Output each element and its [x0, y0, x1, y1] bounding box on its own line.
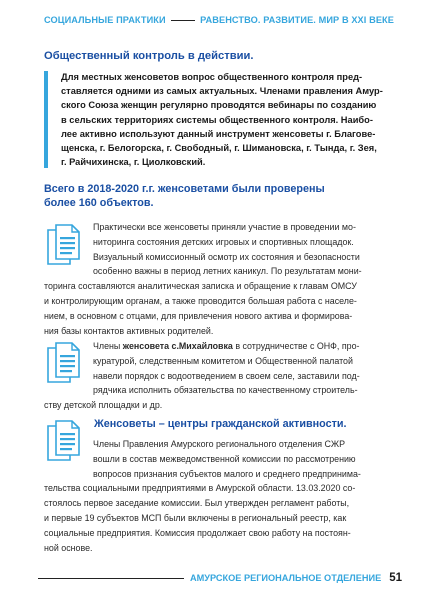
text-line: Для местных женсоветов вопрос общественного контроля пред- [61, 72, 363, 82]
text-line: торинга составляются аналитическая записка и обращение к главам ОМСУ [44, 281, 357, 292]
text-line: в сельских территориях системы общественного контроля. Наибо- [61, 114, 373, 125]
text-line: и первые 19 субъектов МСП были включены в региональный реестр, как [44, 512, 347, 523]
section-heading-inspections [44, 182, 344, 210]
text-line: и контролирующим органам, а также проводится большая работа с населе- [44, 295, 357, 306]
text-line: нием, в основном с отцами, для привлечения нового актива и формирова- [44, 310, 353, 321]
text-line: куратурой, следственным комитетом и Общественной палатой [93, 355, 353, 366]
section-heading-public-control: Общественный контроль в действии. [44, 50, 254, 62]
text-line: Практически все женсоветы приняли участие в проведении мо- [93, 222, 356, 232]
heading-line: более 160 объектов. [44, 197, 154, 209]
quote-accent-bar [44, 71, 48, 168]
paragraph-mikhailovka [44, 339, 399, 413]
text-line: ского Союза женщин регулярно проводятся вебинары по созданию [61, 100, 377, 111]
footer-organization-label: АМУРСКОЕ РЕГИОНАЛЬНОЕ ОТДЕЛЕНИЕ [189, 573, 382, 583]
paragraph-commission [44, 437, 399, 555]
text-line: тельства социальными предприятиями в Амурской области. 13.03.2020 со- [44, 483, 356, 494]
text-fragment: Члены [93, 341, 123, 351]
text-fragment: в сотрудничестве с ОНФ, про- [232, 341, 360, 351]
text-line: ниторинга состояния детских игровых и спортивных площадок. [93, 236, 354, 247]
text-line: лее активно используют данный инструмент женсоветы г. Благове- [61, 128, 376, 139]
text-line: ния базы контактов активных родителей. [44, 325, 214, 336]
footer-divider [38, 578, 184, 579]
text-line: Визуальный комиссионный осмотр их состояния и безопасности [93, 251, 360, 262]
text-line: Члены Правления Амурского регионального отделения СЖР [93, 439, 345, 449]
header-book-title: РАВЕНСТВО. РАЗВИТИЕ. МИР В XXI ВЕКЕ [200, 15, 394, 25]
text-line: щенска, г. Белогорска, г. Свободный, г. Шимановска, г. Тында, г. Зея, [61, 143, 377, 154]
text-line [44, 339, 399, 354]
paragraph-monitoring [44, 220, 399, 338]
heading-line: Всего в 2018-2020 г.г. женсоветами были проверены [44, 183, 325, 195]
running-footer [38, 570, 402, 586]
text-line: вопросов признания субъектов малого и среднего предпринима- [93, 468, 361, 479]
text-line: навели порядок с водоотведением в своем селе, заставили под- [93, 370, 360, 381]
emphasized-text: женсовета с.Михайловка [122, 341, 233, 351]
text-line: рядчика исполнить обязательства по качественному строитель- [93, 385, 358, 396]
header-divider [171, 20, 195, 21]
highlighted-paragraph [61, 70, 398, 169]
text-line: ной основе. [44, 542, 93, 553]
text-line: стоялось первое заседание комиссии. Был утвержден регламент работы, [44, 498, 350, 509]
page-number: 51 [389, 572, 402, 584]
section-heading-civic-activity: Женсоветы – центры гражданской активности. [94, 418, 347, 430]
running-header [44, 12, 394, 28]
text-line: г. Райчихинска, г. Циолковский. [61, 157, 206, 168]
text-line: ставляется одними из самых актуальных. Членами правления Амур- [61, 86, 383, 97]
text-line: вошли в состав межведомственной комиссии по рассмотрению [93, 453, 356, 464]
text-line: особенно важны в период летних каникул. По результатам мони- [93, 266, 362, 277]
text-line: ству детской площадки и др. [44, 400, 163, 411]
header-section-label: СОЦИАЛЬНЫЕ ПРАКТИКИ [44, 15, 166, 25]
text-line: социальные предприятия. Комиссия продолжает свою работу на постоян- [44, 527, 351, 538]
